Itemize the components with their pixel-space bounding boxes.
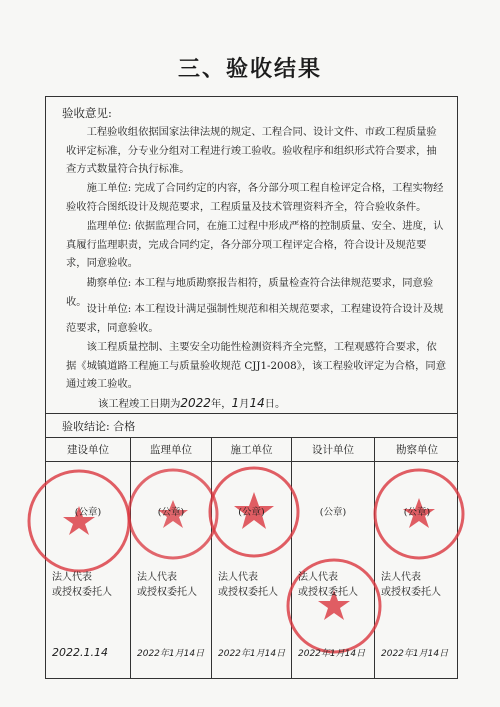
legal-representative <box>298 570 358 600</box>
seal-label: (公章) <box>157 507 185 518</box>
legal-representative <box>218 570 278 600</box>
legal-label: 或授权委托人 <box>381 587 441 598</box>
unit-heading: 建设单位 <box>46 438 130 462</box>
signature-date: 2022年1月14日 <box>381 649 449 659</box>
legal-label: 法人代表 <box>218 572 258 583</box>
seal-label: (公章) <box>74 507 102 518</box>
opinion-paragraph: 设计单位: 本工程设计满足强制性规范和相关规范要求，工程建设符合设计及规范要求，同意验收。 <box>66 303 444 334</box>
opinion-heading: 验收意见: <box>62 106 112 120</box>
legal-representative <box>381 570 441 600</box>
unit-designer <box>292 438 375 678</box>
legal-label: 或授权委托人 <box>218 587 278 598</box>
completion-day: 14 <box>249 396 265 410</box>
signature-date: 2022年1月14日 <box>137 649 205 659</box>
legal-representative <box>52 570 112 600</box>
legal-label: 或授权委托人 <box>52 587 112 598</box>
unit-heading: 设计单位 <box>292 438 374 462</box>
unit-supervision <box>131 438 212 678</box>
unit-signature-row <box>46 438 457 678</box>
legal-label: 法人代表 <box>52 572 92 583</box>
legal-representative <box>137 570 197 600</box>
legal-label: 法人代表 <box>381 572 421 583</box>
opinion-paragraph: 监理单位: 依据监理合同，在施工过程中形成严格的控制质量、安全、进度，认真履行监理职责，完成合同约定，各分部分项工程评定合格，符合设计及规范要求，同意验收。 <box>66 220 444 270</box>
seal-stamp <box>24 466 134 576</box>
unit-heading: 勘察单位 <box>375 438 459 462</box>
unit-survey <box>375 438 459 678</box>
seal-label: (公章) <box>403 507 431 518</box>
legal-label: 或授权委托人 <box>298 587 358 598</box>
completion-date-prefix: 该工程竣工日期为 <box>98 398 181 410</box>
unit-construction-owner <box>46 438 131 678</box>
unit-heading: 监理单位 <box>131 438 211 462</box>
completion-date-mid1: 年， <box>210 398 232 410</box>
acceptance-opinion-section <box>46 97 457 414</box>
opinion-paragraph: 该工程质量控制、主要安全功能性检测资料齐全完整，工程观感符合要求，依据《城镇道路工程施工与质量验收规范 CJJ1-2008》，该工程验收评定为合格，同意通过竣工验收。 <box>66 341 446 391</box>
seal-label: (公章) <box>238 507 265 518</box>
page-title: 三、验收结果 <box>177 56 322 82</box>
legal-label: 或授权委托人 <box>137 587 197 598</box>
signature-date: 2022年1月14日 <box>218 649 286 659</box>
legal-label: 法人代表 <box>298 572 338 583</box>
acceptance-table <box>45 96 458 679</box>
signature-date: 2022年1月14日 <box>298 649 366 659</box>
legal-label: 法人代表 <box>137 572 177 583</box>
opinion-paragraph: 勘察单位: 本工程与地质勘察报告相符，质量检查符合法律规范要求，同意验收。 <box>66 277 434 308</box>
unit-contractor <box>212 438 292 678</box>
acceptance-conclusion: 验收结论: 合格 <box>62 420 136 433</box>
opinion-paragraph: 工程验收组依据国家法律法规的规定、工程合同、设计文件、市政工程质量验收评定标准，分专业分组对工程进行竣工验收。验收程序和组织形式符合要求，抽查方式数量符合执行标准。 <box>66 126 437 176</box>
completion-year: 2022 <box>180 396 211 410</box>
opinion-paragraph: 施工单位: 完成了合同约定的内容，各分部分项工程自检评定合格，工程实物经验收符合图纸设计及规范要求，工程质量及技术管理资料齐全，符合验收条件。 <box>66 182 444 213</box>
unit-heading: 施工单位 <box>212 438 291 462</box>
seal-label: (公章) <box>319 507 347 518</box>
completion-date <box>98 395 285 410</box>
completion-date-mid2: 月 <box>239 398 250 410</box>
signature-date: 2022.1.14 <box>52 646 108 659</box>
acceptance-conclusion-row <box>46 414 457 438</box>
completion-date-suffix: 日。 <box>264 398 286 410</box>
completion-month: 1 <box>231 396 240 410</box>
